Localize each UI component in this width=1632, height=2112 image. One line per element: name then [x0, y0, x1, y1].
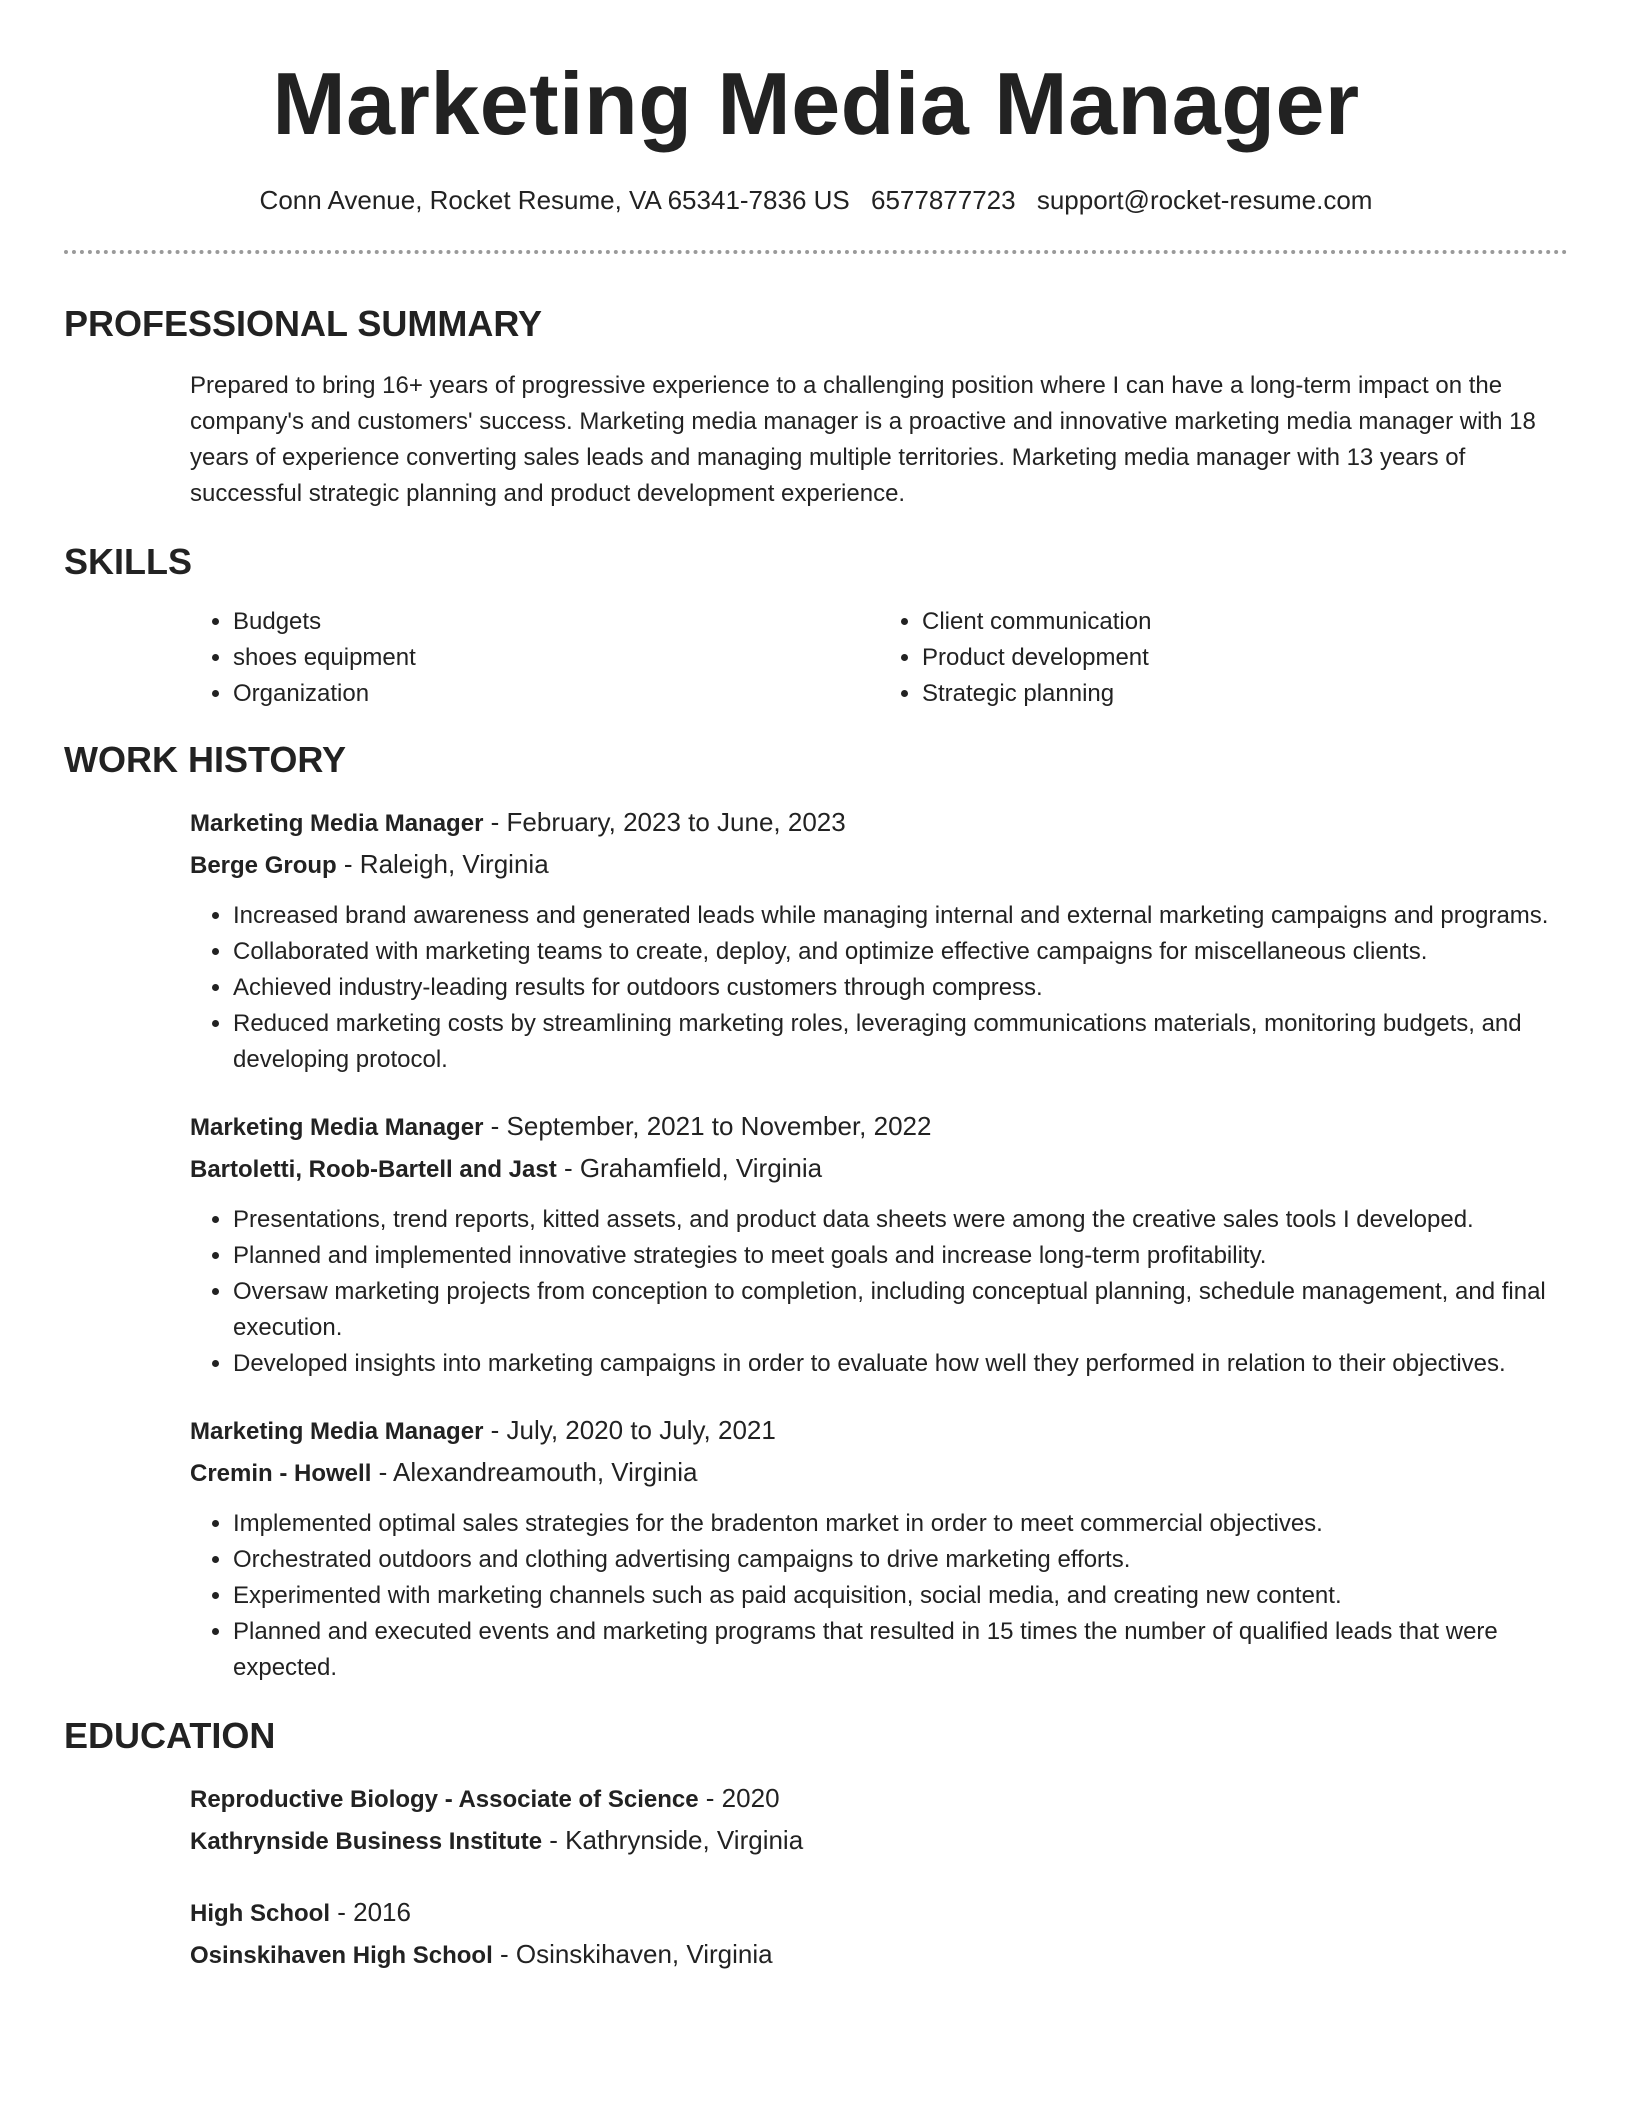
skill-item: • Organization — [233, 676, 879, 712]
job-title-line — [190, 1410, 1568, 1452]
job-bullet: • Planned and executed events and marketing programs that resulted in 15 times the number of qualified leads that were expected. — [233, 1614, 1568, 1686]
job-role: Marketing Media Manager — [190, 1418, 484, 1445]
job-company: Bartoletti, Roob-Bartell and Jast — [190, 1156, 557, 1183]
education-school-line — [190, 1934, 1568, 1976]
education-location: - Osinskihaven, Virginia — [492, 1939, 773, 1969]
skill-item: • Strategic planning — [922, 676, 1568, 712]
education-entry — [190, 1892, 1568, 1976]
job-location: - Raleigh, Virginia — [336, 849, 549, 879]
skill-item: • Client communication — [922, 604, 1568, 640]
education-entry — [190, 1778, 1568, 1862]
education-degree: High School — [190, 1900, 330, 1927]
candidate-name: Marketing Media Manager — [272, 54, 1360, 153]
education-degree-line — [190, 1778, 1568, 1820]
contact-line — [64, 182, 1568, 218]
education-school-line — [190, 1820, 1568, 1862]
job-bullets — [190, 898, 1568, 1078]
education-degree-line — [190, 1892, 1568, 1934]
education-year: - 2020 — [698, 1783, 780, 1813]
job-entry — [190, 1410, 1568, 1686]
job-bullet: • Implemented optimal sales strategies for the bradenton market in order to meet commercial objectives. — [233, 1506, 1568, 1542]
skill-item: • Budgets — [233, 604, 879, 640]
education-year: - 2016 — [330, 1897, 411, 1927]
education-section — [64, 1714, 1568, 1976]
work-history-section — [64, 738, 1568, 1686]
job-company-line — [190, 844, 1568, 886]
job-dates: - September, 2021 to November, 2022 — [483, 1111, 932, 1141]
job-company: Berge Group — [190, 852, 337, 879]
job-title-line — [190, 1106, 1568, 1148]
job-company-line — [190, 1148, 1568, 1190]
job-bullet: • Collaborated with marketing teams to create, deploy, and optimize effective campaigns for miscellaneous clients. — [233, 934, 1568, 970]
job-dates: - February, 2023 to June, 2023 — [483, 807, 846, 837]
job-role: Marketing Media Manager — [190, 1114, 484, 1141]
job-bullet: • Reduced marketing costs by streamlining marketing roles, leveraging communications materials, monitoring budgets, and developing protocol. — [233, 1006, 1568, 1078]
job-bullet: • Experimented with marketing channels such as paid acquisition, social media, and creating new content. — [233, 1578, 1568, 1614]
skills-list-left — [190, 604, 879, 712]
work-history-heading: WORK HISTORY — [64, 739, 347, 780]
education-school: Kathrynside Business Institute — [190, 1828, 543, 1855]
job-dates: - July, 2020 to July, 2021 — [483, 1415, 776, 1445]
skills-heading: SKILLS — [64, 541, 193, 582]
skill-item: • Product development — [922, 640, 1568, 676]
job-bullet: • Planned and implemented innovative strategies to meet goals and increase long-term profitability. — [233, 1238, 1568, 1274]
skill-item: • shoes equipment — [233, 640, 879, 676]
header-divider — [64, 250, 1568, 254]
contact-phone: 6577877723 — [870, 185, 1016, 215]
education-location: - Kathrynside, Virginia — [542, 1825, 804, 1855]
job-entry — [190, 1106, 1568, 1382]
contact-address: Conn Avenue, Rocket Resume, VA 65341-7836 US — [259, 185, 850, 215]
job-bullet: • Presentations, trend reports, kitted assets, and product data sheets were among the creative sales tools I developed. — [233, 1202, 1568, 1238]
job-company-line — [190, 1452, 1568, 1494]
job-role: Marketing Media Manager — [190, 810, 484, 837]
job-bullets — [190, 1506, 1568, 1686]
job-entry — [190, 802, 1568, 1078]
education-school: Osinskihaven High School — [190, 1942, 493, 1969]
job-bullet: • Achieved industry-leading results for outdoors customers through compress. — [233, 970, 1568, 1006]
job-title-line — [190, 802, 1568, 844]
job-bullets — [190, 1202, 1568, 1382]
education-heading: EDUCATION — [64, 1715, 276, 1756]
skills-section — [64, 540, 1568, 712]
summary-section — [64, 302, 1568, 512]
job-location: - Grahamfield, Virginia — [556, 1153, 823, 1183]
job-location: - Alexandreamouth, Virginia — [371, 1457, 698, 1487]
job-bullet: • Orchestrated outdoors and clothing advertising campaigns to drive marketing efforts. — [233, 1542, 1568, 1578]
contact-email: support@rocket-resume.com — [1036, 185, 1373, 215]
summary-heading: PROFESSIONAL SUMMARY — [64, 303, 543, 344]
job-bullet: • Increased brand awareness and generated leads while managing internal and external marketing campaigns and programs. — [233, 898, 1568, 934]
job-company: Cremin - Howell — [190, 1460, 372, 1487]
education-degree: Reproductive Biology - Associate of Science — [190, 1786, 699, 1813]
skills-list-right — [879, 604, 1568, 712]
job-bullet: • Oversaw marketing projects from conception to completion, including conceptual planning, schedule management, and final execution. — [233, 1274, 1568, 1346]
job-bullet: • Developed insights into marketing campaigns in order to evaluate how well they performed in relation to their objectives. — [233, 1346, 1568, 1382]
summary-text: Prepared to bring 16+ years of progressive experience to a challenging position where I can have a long-term impact on the company's and customers' success. Marketing media manager is a proactive and innovative marketing media manager with 18 years of experience converting sales leads and managing multiple territories. Marketing media manager with 13 years of successful strategic planning and product development experience. — [190, 372, 1536, 507]
